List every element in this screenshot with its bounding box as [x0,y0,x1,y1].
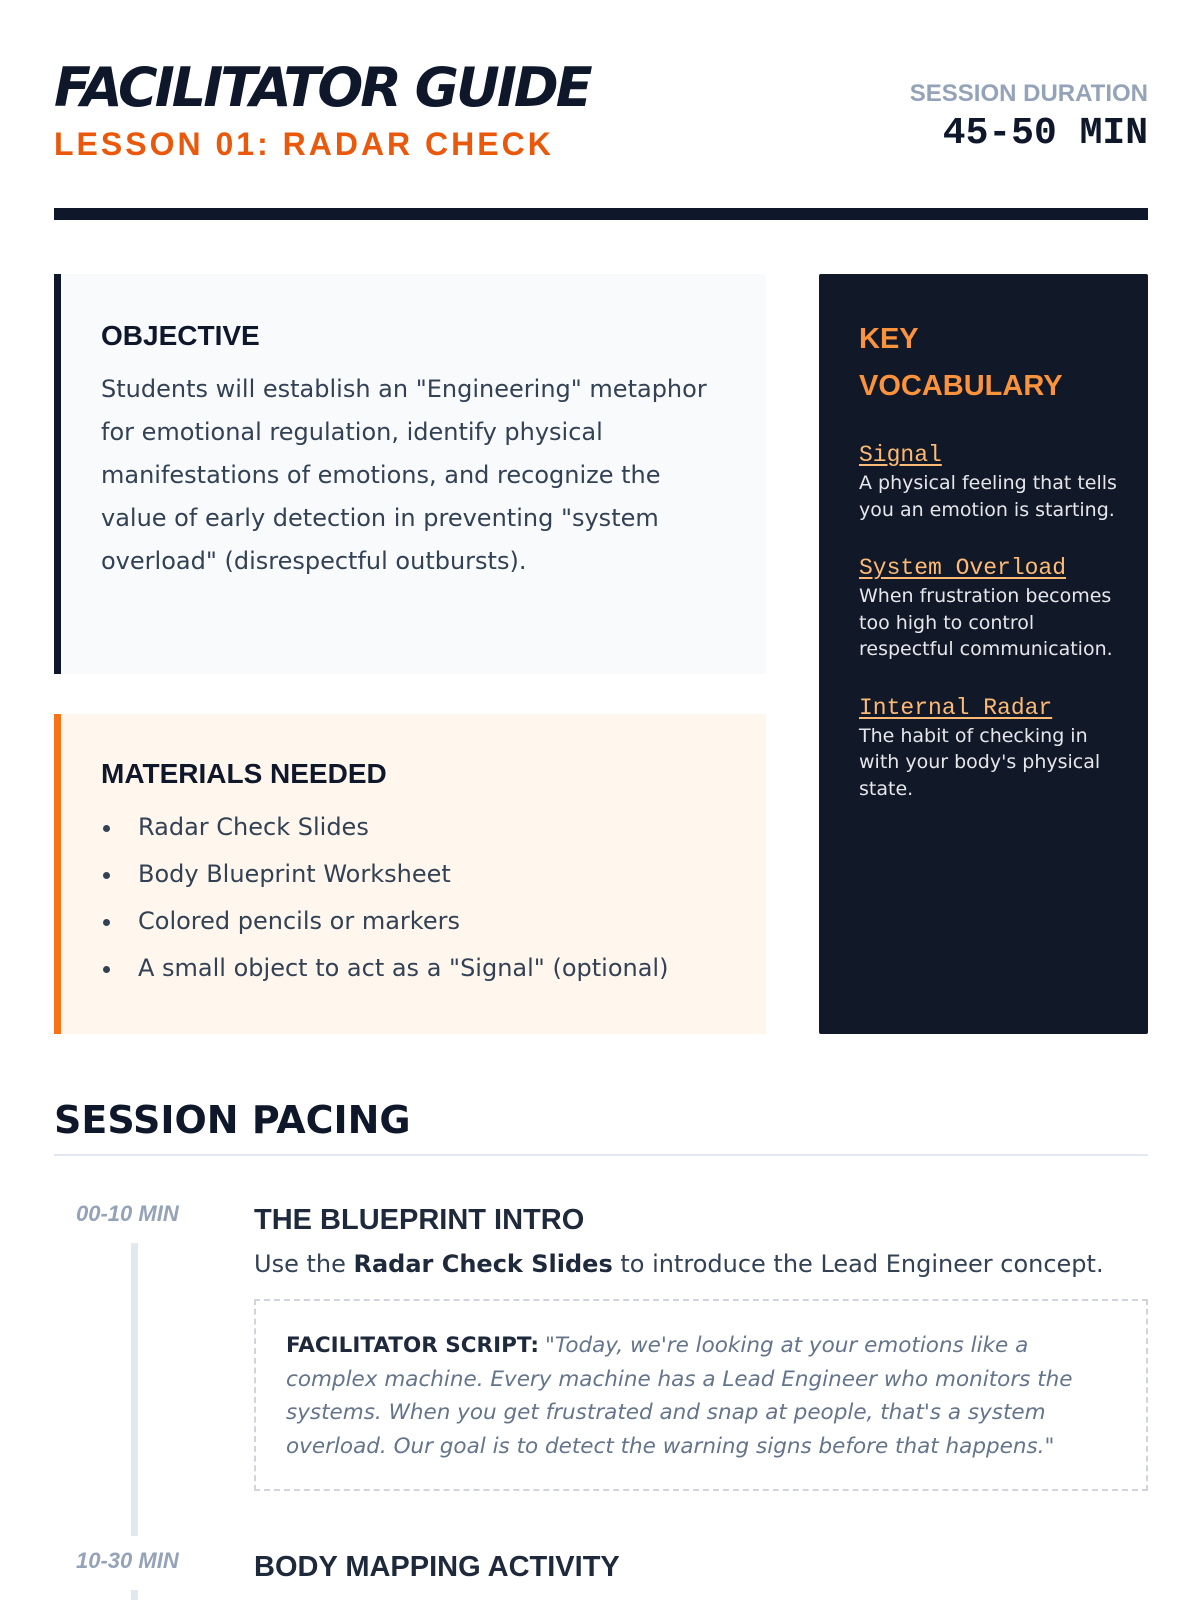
step-description-tail: to introduce the Lead Engineer concept. [612,1250,1104,1278]
facilitator-script [286,1329,1118,1463]
objective-heading: OBJECTIVE [101,320,260,351]
materials-list-item: Colored pencils or markers [101,898,726,945]
page-header [54,52,1148,162]
vocabulary-term: System Overload [859,555,1067,581]
step-time-label: 00-10 MIN [76,1201,179,1226]
materials-card [54,714,766,1034]
facilitator-script-label: FACILITATOR SCRIPT: [286,1333,539,1358]
facilitator-script-box [254,1299,1148,1491]
step-description [254,1248,1104,1280]
session-pacing-divider [54,1154,1148,1156]
materials-list-item: Body Blueprint Worksheet [101,851,726,898]
vocabulary-entry [859,553,1118,663]
vocabulary-heading-line-2: VOCABULARY [859,370,1063,402]
vocabulary-term: Signal [859,442,942,468]
vocabulary-definition: The habit of checking in with your body's physical state. [859,724,1101,800]
document-title: FACILITATOR GUIDE [54,56,590,119]
objective-text: Students will establish an "Engineering" metaphor for emotional regulation, identify physical manifestations of emotions, and recognize the value of early detection in preventing "system overload" (disrespectful outbursts). [101,375,707,575]
step-title: THE BLUEPRINT INTRO [254,1204,585,1236]
session-duration [910,80,1148,156]
step-description-lead: Use the [254,1250,354,1278]
vocabulary-heading [859,316,1118,410]
vocabulary-definition: A physical feeling that tells you an emotion is starting. [859,472,1117,521]
timeline-line [131,1243,138,1536]
session-pacing-heading: SESSION PACING [54,1098,411,1142]
materials-heading: MATERIALS NEEDED [101,758,387,789]
facilitator-guide-page [54,0,1148,1600]
header-divider [54,208,1148,220]
session-duration-label: SESSION DURATION [909,80,1148,107]
vocabulary-entry [859,440,1118,523]
vocabulary-entry [859,693,1118,803]
vocabulary-term: Internal Radar [859,694,1053,721]
key-vocabulary-panel [819,274,1148,1034]
lesson-title: LESSON 01: RADAR CHECK [54,126,554,162]
step-description-emphasis: Radar Check Slides [353,1250,613,1278]
facilitator-script-text: "Today, we're looking at your emotions like a complex machine. Every machine has a Lead Engineer who monitors the systems. When you get frustrated and snap at people, that's a system overload. Our goal is to detect the warning signs before that happens." [286,1333,1073,1459]
vocabulary-definition: When frustration becomes too high to control respectful communication. [859,585,1113,660]
vocabulary-heading-line-1: KEY [859,323,919,355]
materials-list-item: A small object to act as a "Signal" (optional) [101,945,726,992]
step-time-label: 10-30 MIN [76,1548,179,1573]
step-title: BODY MAPPING ACTIVITY [254,1551,620,1583]
objective-card [54,274,766,674]
session-duration-value: 45-50 MIN [942,112,1148,155]
materials-list-item: Radar Check Slides [101,804,726,851]
timeline-line [131,1590,138,1600]
materials-list [101,804,726,992]
